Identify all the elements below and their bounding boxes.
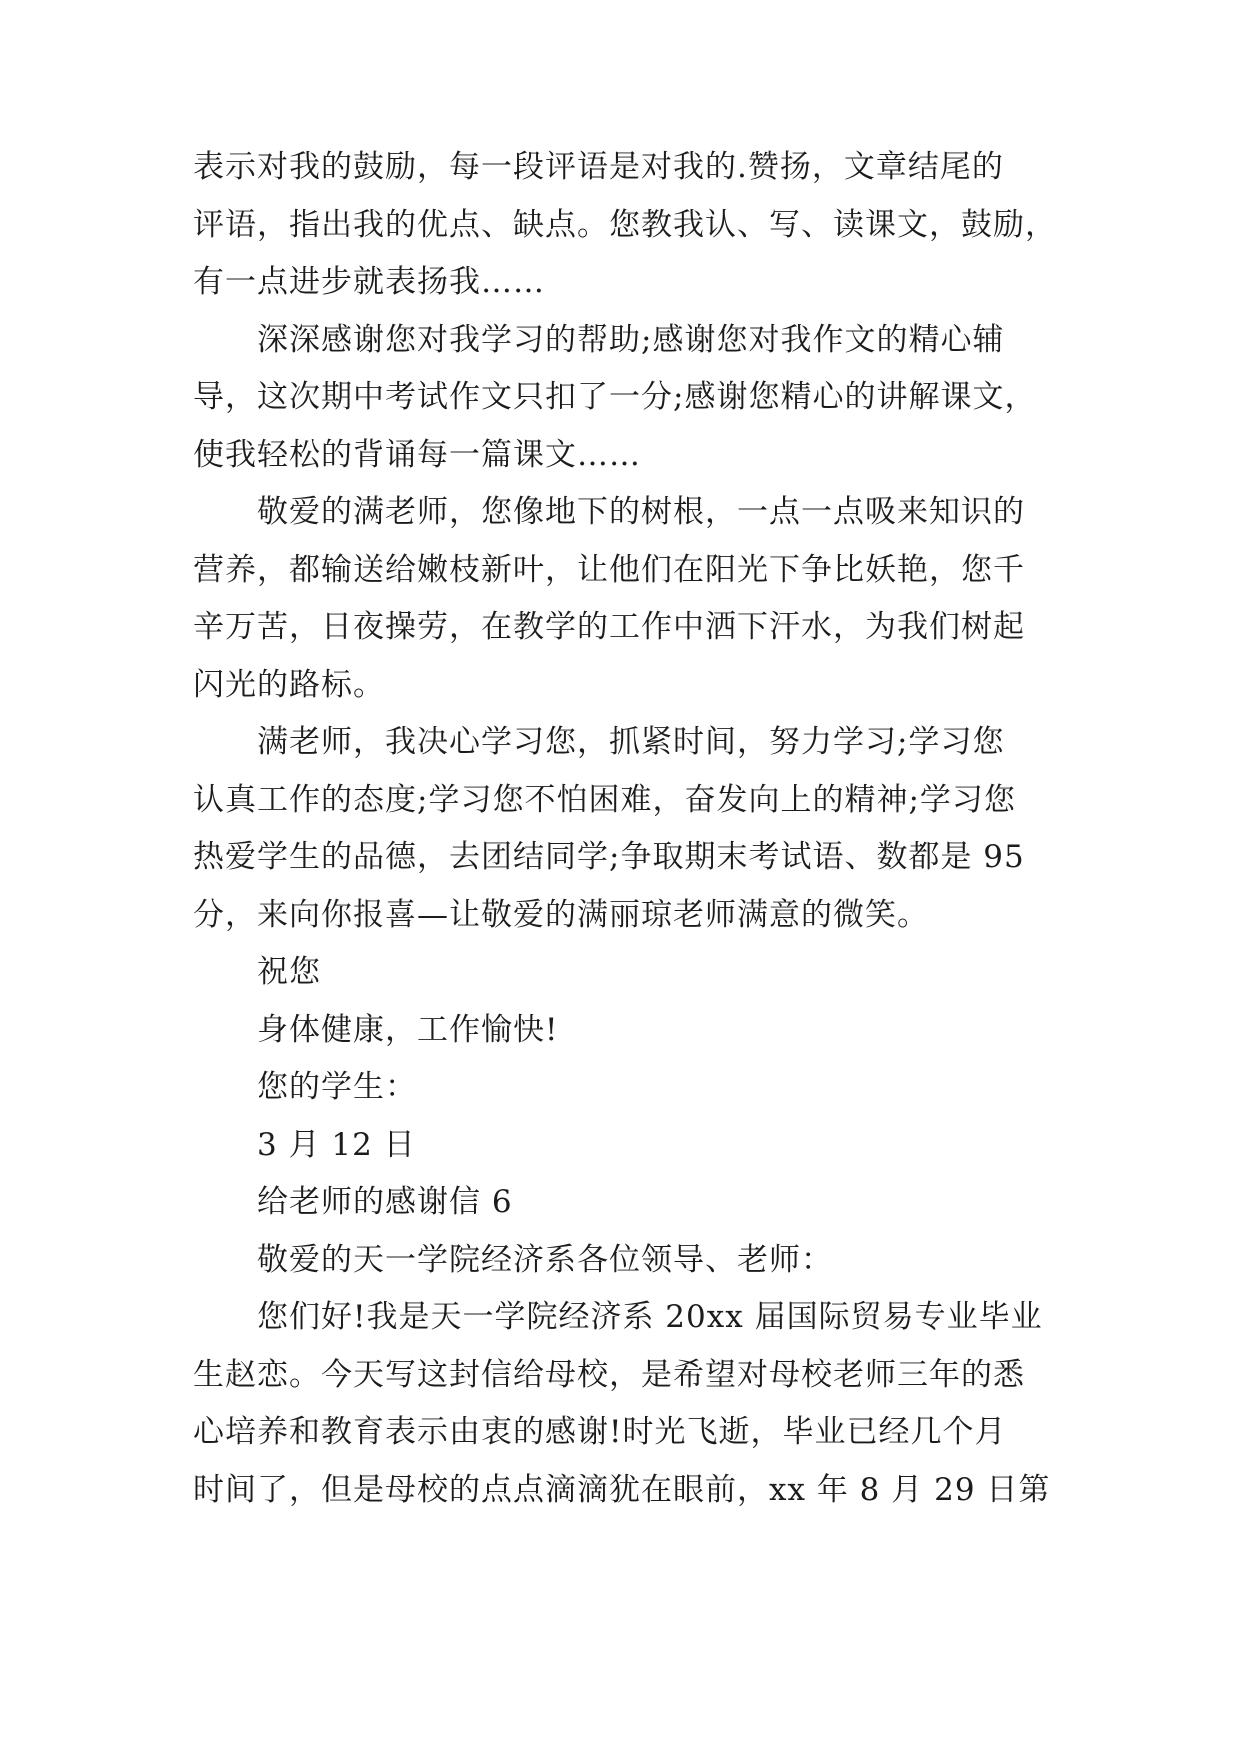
- signature-label: 您的学生：: [257, 1069, 417, 1105]
- paragraph-line: 满老师，我决心学习您，抓紧时间，努力学习;学习您: [257, 724, 1005, 760]
- paragraph-line: 评语，指出我的优点、缺点。您教我认、写、读课文，鼓励，: [193, 207, 1057, 243]
- paragraph-line: 生赵恋。今天写这封信给母校，是希望对母校老师三年的悉: [193, 1357, 1025, 1393]
- paragraph-line: 您们好!我是天一学院经济系 20xx 届国际贸易专业毕业: [257, 1299, 1043, 1335]
- closing-wish: 祝您: [257, 954, 321, 990]
- paragraph-line: 导，这次期中考试作文只扣了一分;感谢您精心的讲解课文，: [193, 379, 1037, 415]
- paragraph-line: 心培养和教育表示由衷的感谢!时光飞逝，毕业已经几个月: [193, 1414, 1007, 1450]
- section-heading: 给老师的感谢信 6: [257, 1184, 513, 1220]
- paragraph-line: 时间了，但是母校的点点滴滴犹在眼前，xx 年 8 月 29 日第: [193, 1472, 1051, 1508]
- letter-salutation: 敬爱的天一学院经济系各位领导、老师：: [257, 1242, 833, 1278]
- letter-date: 3 月 12 日: [257, 1127, 416, 1163]
- paragraph-line: 认真工作的态度;学习您不怕困难，奋发向上的精神;学习您: [193, 782, 1016, 818]
- paragraph-line: 营养，都输送给嫩枝新叶，让他们在阳光下争比妖艳，您千: [193, 552, 1025, 588]
- paragraph-line: 表示对我的鼓励，每一段评语是对我的.赞扬，文章结尾的: [193, 149, 1004, 185]
- paragraph-line: 闪光的路标。: [193, 667, 385, 703]
- paragraph-line: 分，来向你报喜—让敬爱的满丽琼老师满意的微笑。: [193, 897, 929, 933]
- paragraph-line: 热爱学生的品德，去团结同学;争取期末考试语、数都是 95: [193, 839, 1025, 875]
- closing-wish-body: 身体健康，工作愉快!: [257, 1012, 559, 1048]
- paragraph-line: 深深感谢您对我学习的帮助;感谢您对我作文的精心辅: [257, 322, 1005, 358]
- paragraph-line: 有一点进步就表扬我……: [193, 264, 545, 300]
- paragraph-line: 敬爱的满老师，您像地下的树根，一点一点吸来知识的: [257, 494, 1025, 530]
- paragraph-line: 使我轻松的背诵每一篇课文……: [193, 437, 641, 473]
- paragraph-line: 辛万苦，日夜操劳，在教学的工作中洒下汗水，为我们树起: [193, 609, 1025, 645]
